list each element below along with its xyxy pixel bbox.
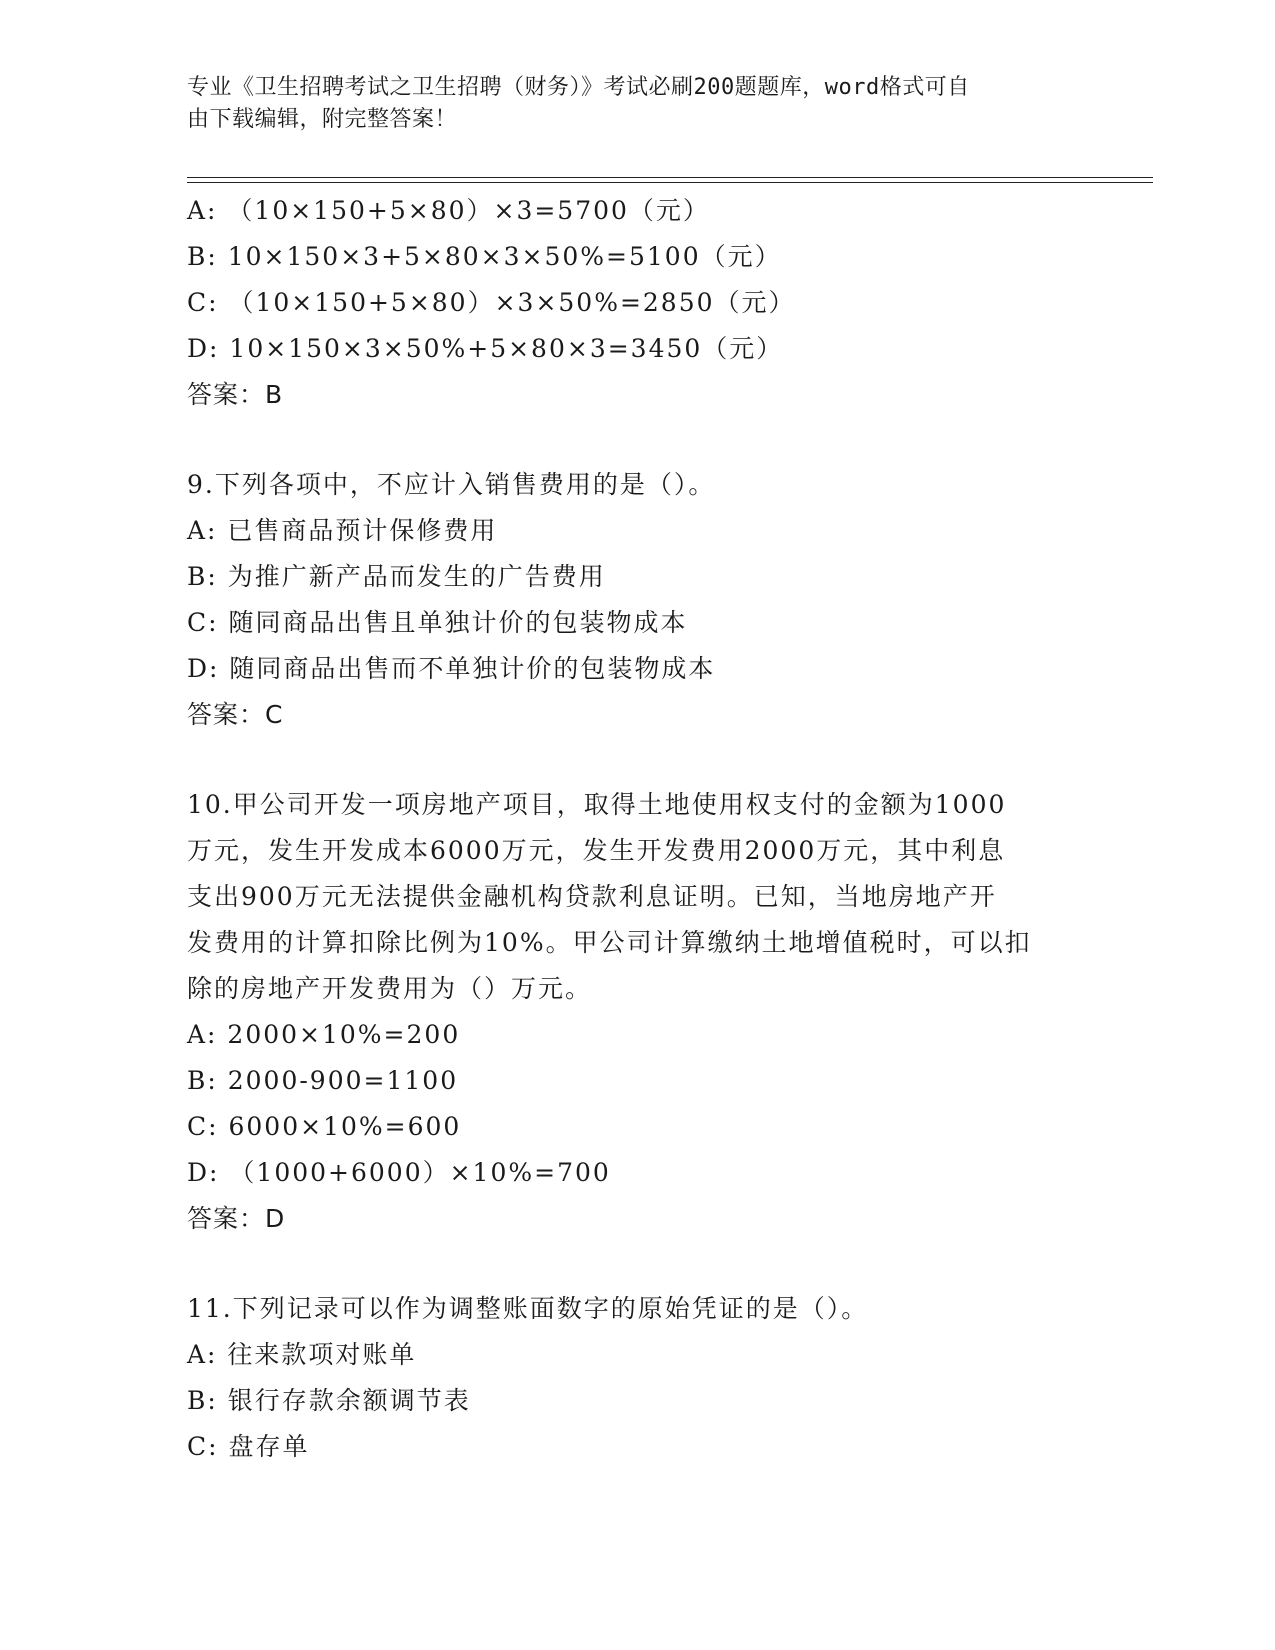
- spacer: [187, 738, 1087, 782]
- question-10: [187, 782, 1087, 1242]
- option-c: C: 盘存单: [187, 1432, 310, 1461]
- option-c: C: 6000×10%=600: [187, 1112, 462, 1141]
- spacer: [187, 1242, 1087, 1286]
- option-b: B: 2000-900=1100: [187, 1066, 459, 1095]
- question-text: 11.下列记录可以作为调整账面数字的原始凭证的是（）。: [187, 1294, 869, 1323]
- question-line: 10.甲公司开发一项房地产项目，取得土地使用权支付的金额为1000: [187, 790, 1007, 819]
- question-line: 支出900万元无法提供金融机构贷款利息证明。已知，当地房地产开: [187, 882, 997, 911]
- option-a: A: （10×150+5×80）×3=5700（元）: [187, 196, 710, 225]
- question-9: [187, 462, 1087, 738]
- option-c: C: 随同商品出售且单独计价的包装物成本: [187, 608, 688, 637]
- answer: 答案：B: [187, 380, 284, 409]
- option-d: D: 随同商品出售而不单独计价的包装物成本: [187, 654, 716, 683]
- question-line: 除的房地产开发费用为（）万元。: [187, 974, 593, 1003]
- option-c: C: （10×150+5×80）×3×50%=2850（元）: [187, 288, 796, 317]
- option-a: A: 往来款项对账单: [187, 1340, 417, 1369]
- answer: 答案：C: [187, 700, 284, 729]
- header-line-1: 专业《卫生招聘考试之卫生招聘（财务）》考试必刷200题题库，word格式可自: [187, 75, 970, 100]
- answer: 答案：D: [187, 1204, 286, 1233]
- question-line: 发费用的计算扣除比例为10%。甲公司计算缴纳土地增值税时，可以扣: [187, 928, 1032, 957]
- option-b: B: 银行存款余额调节表: [187, 1386, 471, 1415]
- question-list: [187, 188, 1087, 1470]
- option-d: D: 10×150×3×50%+5×80×3=3450（元）: [187, 334, 784, 363]
- header-divider-bottom: [187, 182, 1153, 183]
- option-a: A: 2000×10%=200: [187, 1020, 461, 1049]
- question-text: [187, 782, 1087, 1012]
- question-line: 万元，发生开发成本6000万元，发生开发费用2000万元，其中利息: [187, 836, 1006, 865]
- option-a: A: 已售商品预计保修费用: [187, 516, 498, 545]
- question-8-tail: [187, 188, 1087, 418]
- header-line-2: 由下载编辑，附完整答案！: [187, 107, 458, 132]
- question-text: 9.下列各项中，不应计入销售费用的是（）。: [187, 470, 716, 499]
- document-header: [187, 72, 1067, 136]
- option-b: B: 10×150×3+5×80×3×50%=5100（元）: [187, 242, 782, 271]
- option-d: D: （1000+6000）×10%=700: [187, 1158, 611, 1187]
- option-b: B: 为推广新产品而发生的广告费用: [187, 562, 606, 591]
- question-11: [187, 1286, 1087, 1470]
- header-divider-top: [187, 177, 1153, 178]
- spacer: [187, 418, 1087, 462]
